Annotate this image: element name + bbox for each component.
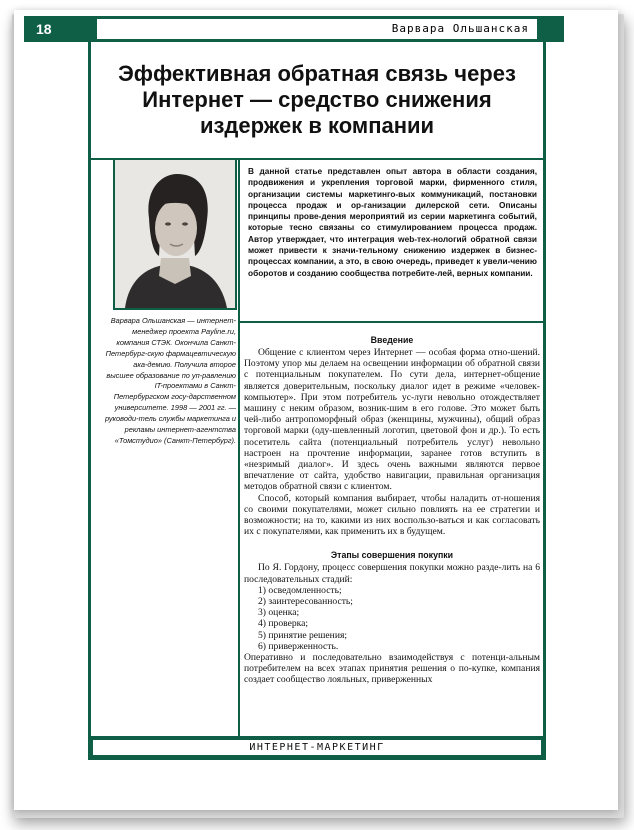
body-paragraph: Общение с клиентом через Интернет — особая форма отно-шений. Поэтому упор мы делаем на освещении информации об обратной связи с потенциальным покупателем. По сути дела, интернет-общение является доверительным, поскольку диалог идет в режиме «человек-компьютер». При этом потребитель ус-луги невольно отождествляет машину с неким образом, возник-шим в его голове. Это может быть чей-либо антропоморфный образ (женщины, мужчины), общий образ торговой марки (оду-шевленный логотип, цветовой фон и др.). То есть посетитель сайта (потенциальный потребитель услуг) невольно настроен на прочтение информации, заранее готов вступить в «незримый диалог». И здесь очень важными являются первое впечатление от сайта, удобство навигации, правильная организация методов обратной связи с клиентом. (244, 347, 540, 493)
stage-item: 4) проверка; (258, 618, 309, 630)
body-paragraph: По Я. Гордону, процесс совершения покупки можно разде-лить на 6 последовательных стадий: (244, 562, 540, 585)
article-body (244, 334, 540, 736)
header-author: Варвара Ольшанская (97, 19, 537, 39)
article-title: Эффективная обратная связь через Интернет — средство снижения издержек в компании (118, 61, 516, 138)
author-caption: Варвара Ольшанская — интернет-менеджер проекта Payline.ru, компания СТЭК. Окончила Санкт-Петербург-скую фармацевтическую ака-демию. Получила второе высшее образование по уп-равлению IT-проектами в Санкт-Петербургском госу-дарственном университете. 1998 — 2001 гг. — руководи-тель службы маркетинга и рекламы интернет-агентства «Томстудио» (Санкт-Петербург). (104, 316, 236, 445)
page-number: 18 (36, 21, 52, 37)
abstract-box (240, 160, 543, 323)
title-box (88, 42, 546, 160)
stage-item: 6) приверженность. (258, 640, 339, 652)
article-abstract: В данной статье представлен опыт автора в области создания, продвижения и укрепления торговой марки, фирменного стиля, организации системы маркетинго-вых коммуникаций, постановки процесса продаж и ор-ганизации дилерской сети. Описаны принципы прове-дения мероприятий из серии маркетинга событий, которые тесно связаны со стимулированием процесса продаж. Автор утверждает, что интеграция web-тех-нологий обратной связи может привести к значи-тельному снижению издержек в бизнес-процессах компании, а это, в свою очередь, приведет к увели-чению оборотов и созданию сообщества потребите-лей, верных компании. (248, 166, 537, 278)
body-paragraph: Способ, который компания выбирает, чтобы наладить от-ношения со своими покупателями, может сильно повлиять на ее стратегии и возможности; на то, какими из них воспользо-ваться и как согласовать их с покупателями, как применить их в будущем. (244, 492, 540, 538)
stage-item: 5) принятие решения; (258, 629, 348, 641)
section-heading-intro: Введение (370, 335, 414, 345)
stages-list (244, 585, 540, 652)
stage-item: 2) заинтересованность; (258, 596, 353, 608)
stage-item: 3) оценка; (258, 607, 300, 619)
body-paragraph: Оперативно и последовательно взаимодействуя с потенци-альным потребителем на всех этапах принятия решения о по-купке, компания создает сообщество лояльных, приверженных (244, 652, 540, 686)
footer-section-label: ИНТЕРНЕТ-МАРКЕТИНГ (93, 740, 541, 755)
section-heading-stages: Этапы совершения покупки (330, 550, 454, 561)
author-photo (113, 160, 237, 310)
stage-item: 1) осведомленность; (258, 584, 342, 596)
portrait-image (115, 160, 235, 308)
section-gap (244, 537, 540, 549)
